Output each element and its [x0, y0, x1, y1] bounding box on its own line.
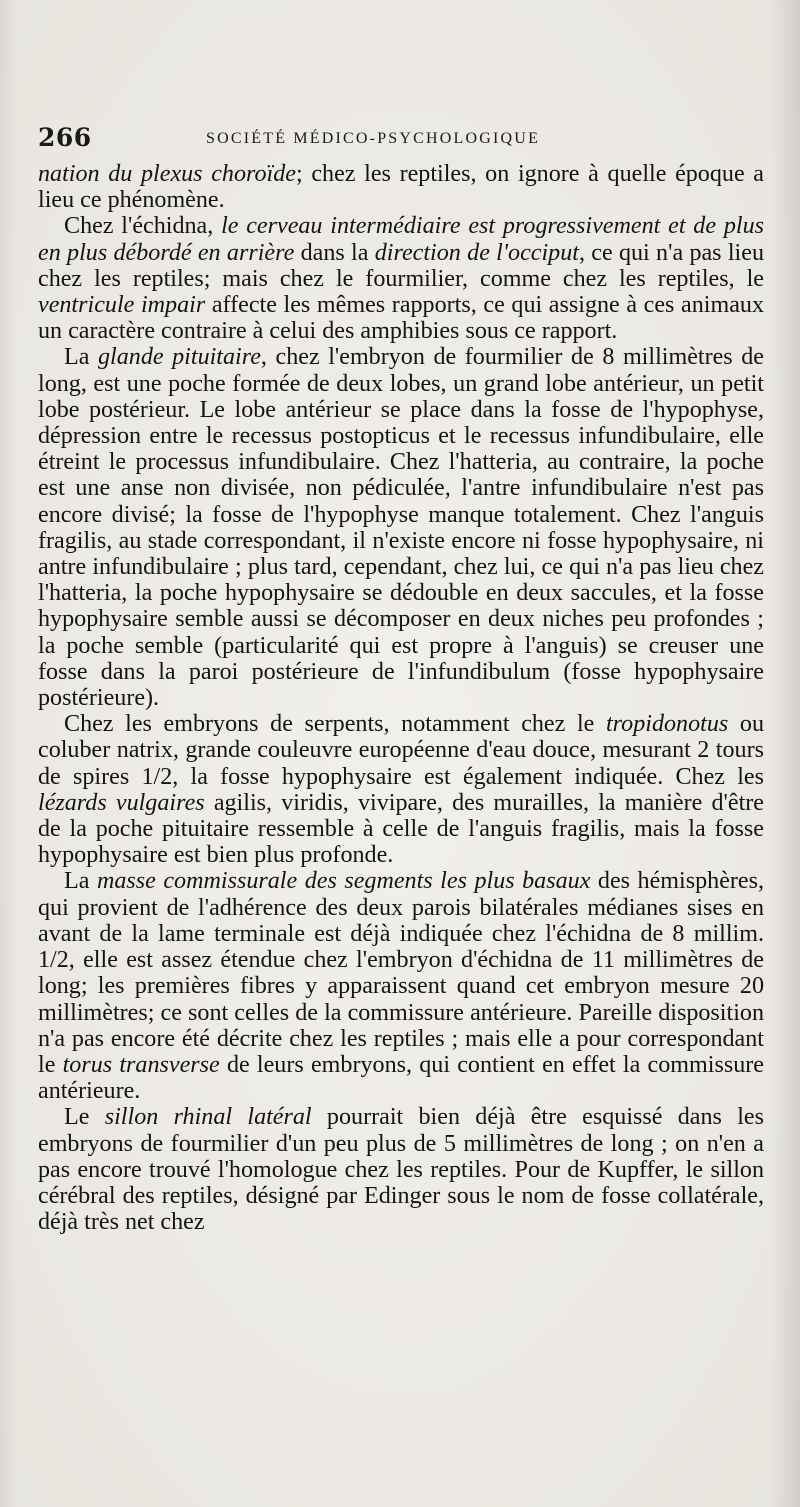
text-run: La — [64, 344, 98, 371]
text-run: affecte les mêmes rapports, ce qui assigne à ces animaux un caractère contraire à celui des amphibies sous ce rapport. — [38, 292, 765, 345]
paragraph — [38, 213, 764, 344]
text-run: des hémisphères, qui provient de l'adhérence des deux parois bilatérales médianes sises en avant de la lame terminale est déjà indiquée chez l'échidna de 8 millim. 1/2, elle est assez étendue chez l'embryon d'échidna de 11 millimètres de long; les premières fibres y apparaissent quand cet embryon mesure 20 millimètres; ce sont celles de la commissure antérieure. Pareille disposition n'a pas encore été décrite chez les reptiles ; mais elle a pour correspondant le — [38, 868, 765, 1078]
paragraph — [38, 1104, 764, 1235]
text-run: agilis, viridis, vivipare, des murailles, la manière d'être de la poche pituitaire ressemble à celle de l'anguis fragilis, mais la fosse hypophysaire est bien plus profonde. — [38, 789, 764, 869]
text-run: pourrait bien déjà être esquissé dans les embryons de fourmilier d'un peu plus de 5 millimètres de long ; on n'en a pas encore trouvé l'homologue chez les reptiles. Pour de Kupffer, le sillon cérébral des reptiles, désigné par Edinger sous le nom de fosse collatérale, déjà très net chez — [38, 1104, 764, 1236]
italic-text: torus transverse — [62, 1051, 220, 1078]
page-number: 266 — [38, 123, 92, 152]
italic-text: masse commissurale des segments les plus basaux — [96, 868, 591, 895]
page-header — [38, 123, 764, 157]
italic-text: direction de l'occiput — [374, 239, 579, 266]
text-run: ; chez les reptiles, on ignore à quelle époque a lieu ce phénomène. — [38, 161, 765, 214]
text-run: Chez l'échidna, — [64, 213, 222, 240]
paragraph — [38, 868, 764, 1104]
text-run: Chez les embryons de serpents, notamment chez le — [64, 711, 606, 738]
italic-text: tropidonotus — [605, 711, 729, 738]
text-run: de leurs embryons, qui contient en effet la commissure antérieure. — [38, 1051, 764, 1105]
paragraph — [38, 344, 764, 711]
text-run: dans la — [294, 239, 375, 266]
italic-text: sillon rhinal latéral — [104, 1104, 312, 1131]
running-title: SOCIÉTÉ MÉDICO-PSYCHOLOGIQUE — [206, 130, 541, 147]
text-run: , chez l'embryon de fourmilier de 8 millimètres de long, est une poche formée de deux lobes, un grand lobe antérieur, un petit lobe postérieur. Le lobe antérieur se place dans la fosse de l'hypophyse, dépression entre le recessus postopticus et le recessus infundibulaire, elle étreint le processus infundibulaire. Chez l'hatteria, au contraire, la poche est une anse non divisée, non pédiculée, l'antre infundibulaire n'est pas encore divisé; la fosse de l'hypophyse manque totalement. Chez l'anguis fragilis, au stade correspondant, il n'existe encore ni fosse hypophysaire, ni antre infundibulaire ; plus tard, cependant, chez lui, ce qui n'a pas lieu chez l'hatteria, la poche hypophysaire se dédouble en deux saccules, et la fosse hypophysaire semble aussi se décomposer en deux niches peu profondes ; la poche semble (particularité qui est propre à l'anguis) se creuser une fosse dans la paroi postérieure de l'infundibulum (fosse hypophysaire postérieure). — [38, 344, 764, 712]
italic-text: nation du plexus choroïde — [38, 161, 296, 187]
italic-text: le cerveau intermédiaire est progressivement et de plus en plus débordé en arrière — [38, 213, 764, 266]
italic-text: lézards vulgaires — [38, 789, 205, 816]
text-run: ou coluber natrix, grande couleuvre européenne d'eau douce, mesurant 2 tours de spires 1/2, la fosse hypophysaire est également indiquée. Chez les — [38, 711, 764, 790]
body-text — [38, 161, 764, 1235]
text-run: Le — [64, 1104, 105, 1131]
italic-text: glande pituitaire — [97, 344, 261, 371]
text-run: La — [64, 868, 97, 895]
paragraph — [38, 161, 764, 213]
italic-text: ventricule impair — [38, 292, 206, 319]
text-run: , ce qui n'a pas lieu chez les reptiles; mais chez le fourmilier, comme chez les reptiles, le — [38, 239, 764, 292]
paragraph — [38, 711, 764, 868]
